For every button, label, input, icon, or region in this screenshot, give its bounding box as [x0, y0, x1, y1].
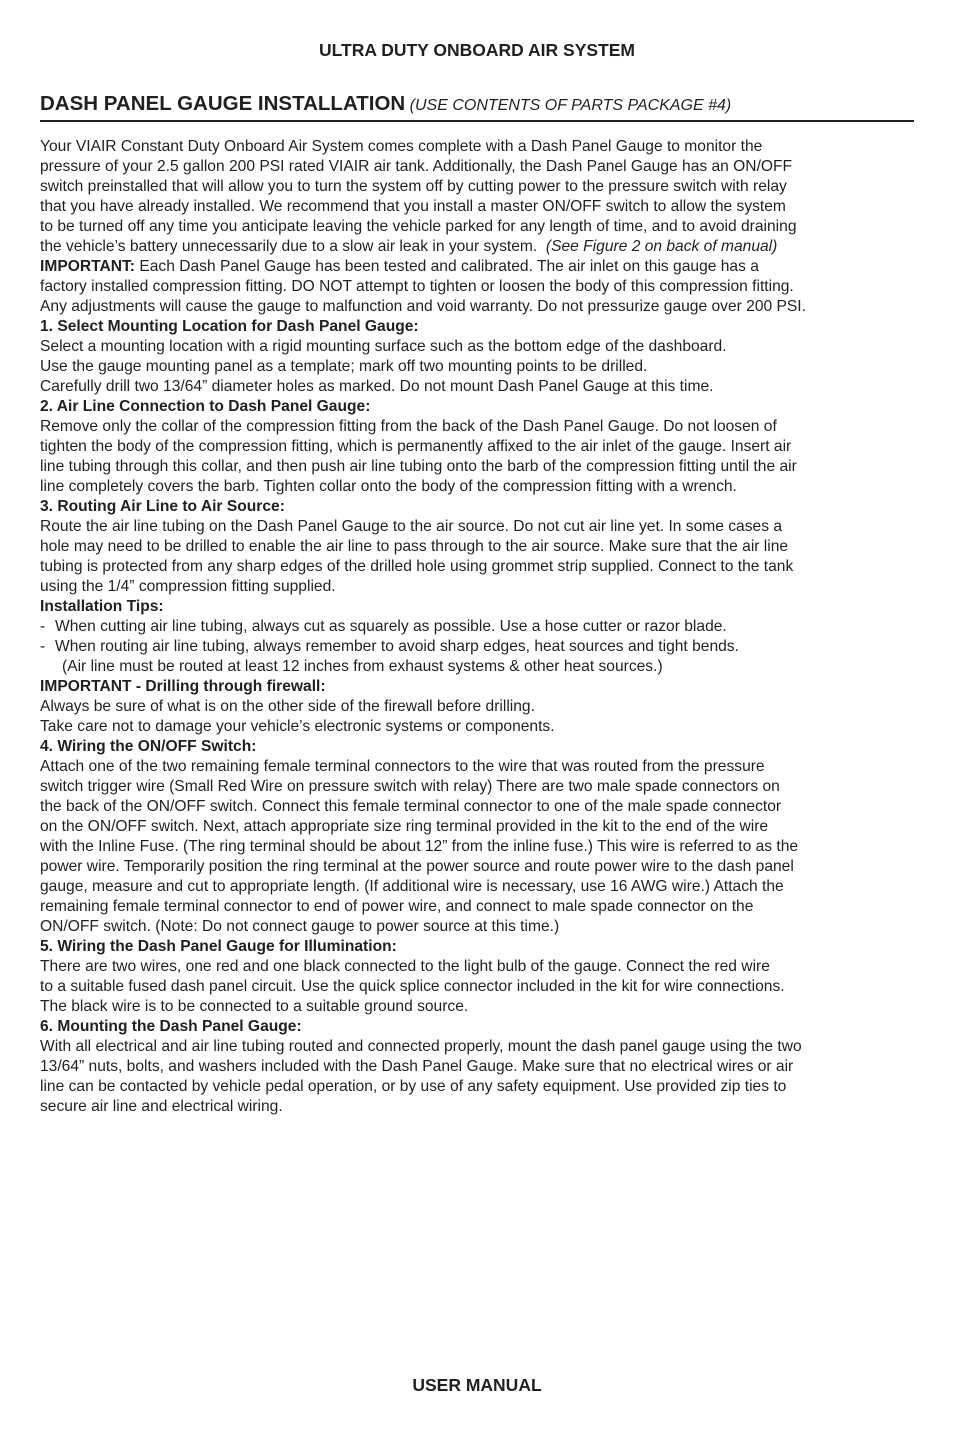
step-3-section: 3. Routing Air Line to Air Source: Route the air line tubing on the Dash Panel Gauge to the air source. Do not cut air line yet. In some cases a hole may need to be drilled to enable the air line to pass through to the air source. Make sure that the air line tubing is protected from any sharp edges of the drilled hole using grommet strip supplied. Connect to the tank using the 1/4” compression fitting supplied.	[40, 497, 920, 597]
important-firewall-section: IMPORTANT - Drilling through firewall: Always be sure of what is on the other side of the firewall before drilling. Take care not to damage your vehicle’s electronic systems or components.	[40, 677, 920, 737]
step-1-title: 1. Select Mounting Location for Dash Panel Gauge:	[40, 318, 419, 335]
installation-tips-section	[40, 597, 920, 677]
manual-content	[40, 137, 920, 1117]
important-firewall-title: IMPORTANT - Drilling through firewall:	[40, 678, 326, 695]
step-5-title: 5. Wiring the Dash Panel Gauge for Illumination:	[40, 938, 397, 955]
important-calibration-paragraph: IMPORTANT: Each Dash Panel Gauge has been tested and calibrated. The air inlet on this gauge has a factory installed compression fitting. DO NOT attempt to tighten or loosen the body of this compression fitting. Any adjustments will cause the gauge to malfunction and void warranty. Do not pressurize gauge over 200 PSI.	[40, 258, 806, 315]
step-2-title: 2. Air Line Connection to Dash Panel Gauge:	[40, 398, 371, 415]
tip-item: - When cutting air line tubing, always cut as squarely as possible. Use a hose cutter or razor blade.	[40, 618, 727, 635]
step-1-section: 1. Select Mounting Location for Dash Panel Gauge: Select a mounting location with a rigid mounting surface such as the bottom edge of the dashboard. Use the gauge mounting panel as a template; mark off two mounting points to be drilled. Carefully drill two 13/64” diameter holes as marked. Do not mount Dash Panel Gauge at this time.	[40, 317, 920, 397]
step-6-section: 6. Mounting the Dash Panel Gauge: With all electrical and air line tubing routed and connected properly, mount the dash panel gauge using the two 13/64” nuts, bolts, and washers included with the Dash Panel Gauge. Make sure that no electrical wires or air line can be contacted by vehicle pedal operation, or by use of any safety equipment. Use provided zip ties to secure air line and electrical wiring.	[40, 1017, 920, 1117]
step-4-title: 4. Wiring the ON/OFF Switch:	[40, 738, 257, 755]
section-heading-sub: (USE CONTENTS OF PARTS PACKAGE #4)	[409, 97, 732, 114]
section-heading-main: DASH PANEL GAUGE INSTALLATION	[40, 92, 406, 115]
step-6-title: 6. Mounting the Dash Panel Gauge:	[40, 1018, 302, 1035]
step-5-section: 5. Wiring the Dash Panel Gauge for Illumination: There are two wires, one red and one black connected to the light bulb of the gauge. Connect the red wire to a suitable fused dash panel circuit. Use the quick splice connector included in the kit for wire connections. The black wire is to be connected to a suitable ground source.	[40, 937, 920, 1017]
tip-item: - When routing air line tubing, always remember to avoid sharp edges, heat sources and tight bends.	[40, 638, 739, 655]
footer-label: USER MANUAL	[412, 1375, 542, 1395]
section-heading	[40, 92, 914, 122]
important-label: IMPORTANT:	[40, 258, 135, 275]
figure-reference: (See Figure 2 on back of manual)	[545, 238, 778, 255]
document-title: ULTRA DUTY ONBOARD AIR SYSTEM	[319, 40, 635, 60]
intro-paragraph: Your VIAIR Constant Duty Onboard Air System comes complete with a Dash Panel Gauge to monitor the pressure of your 2.5 gallon 200 PSI rated VIAIR air tank. Additionally, the Dash Panel Gauge has an ON/OFF switch preinstalled that will allow you to turn the system off by cutting power to the pressure switch with relay that you have already installed. We recommend that you install a master ON/OFF switch to allow the system to be turned off any time you anticipate leaving the vehicle parked for any length of time, and to avoid draining the vehicle’s battery unnecessarily due to a slow air leak in your system. (See Figure 2 on back of manual)	[40, 138, 797, 255]
installation-tips-title: Installation Tips:	[40, 598, 164, 615]
step-3-title: 3. Routing Air Line to Air Source:	[40, 498, 285, 515]
tip-item-continuation: (Air line must be routed at least 12 inches from exhaust systems & other heat sources.)	[62, 658, 663, 675]
step-2-section: 2. Air Line Connection to Dash Panel Gauge: Remove only the collar of the compression fitting from the back of the Dash Panel Gauge. Do not loosen of tighten the body of the compression fitting, which is permanently affixed to the air inlet of the gauge. Insert air line tubing through this collar, and then push air line tubing onto the barb of the compression fitting until the air line completely covers the barb. Tighten collar onto the body of the compression fitting with a wrench.	[40, 397, 920, 497]
step-4-section: 4. Wiring the ON/OFF Switch: Attach one of the two remaining female terminal connectors to the wire that was routed from the pressure switch trigger wire (Small Red Wire on pressure switch with relay) There are two male spade connectors on the back of the ON/OFF switch. Connect this female terminal connector to one of the male spade connector on the ON/OFF switch. Next, attach appropriate size ring terminal provided in the kit to the end of the wire with the Inline Fuse. (The ring terminal should be about 12” from the inline fuse.) This wire is referred to as the power wire. Temporarily position the ring terminal at the power source and route power wire to the dash panel gauge, measure and cut to appropriate length. (If additional wire is necessary, use 16 AWG wire.) Attach the remaining female terminal connector to end of power wire, and connect to male spade connector on the ON/OFF switch. (Note: Do not connect gauge to power source at this time.)	[40, 737, 920, 937]
